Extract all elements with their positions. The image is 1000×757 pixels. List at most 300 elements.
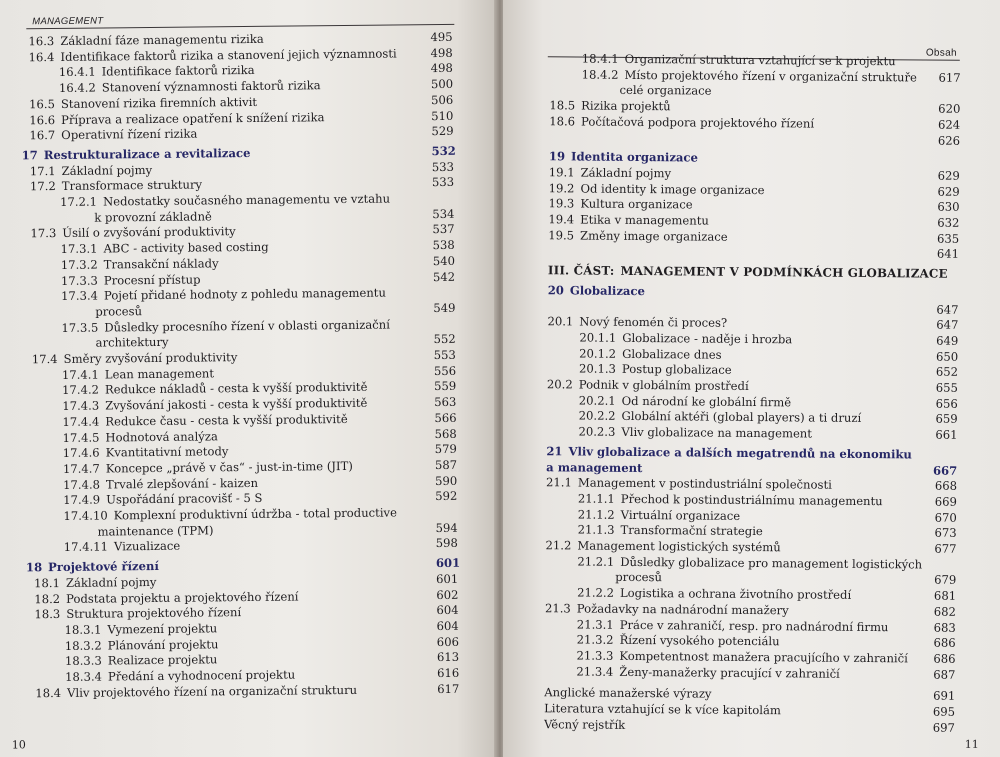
toc-entry-number: 20.1.3 (579, 361, 617, 377)
toc-entry (29, 95, 257, 111)
toc-chapter-heading (22, 146, 251, 162)
toc-entry-title: Přechod k postindustriálnímu managementu (620, 491, 883, 509)
toc-entry (577, 586, 851, 602)
toc-entry-title: Věcný rejstřík (543, 716, 626, 732)
toc-entry (65, 621, 218, 637)
toc-entry-title: Anglické manažerské výrazy (544, 685, 712, 701)
toc-entry-number: 16.4.2 (58, 80, 96, 96)
toc-entry (578, 523, 763, 539)
toc-entry-title: Transformační strategie (620, 523, 763, 539)
toc-entry-number: 21.2.2 (577, 585, 615, 600)
toc-page-number: 559 (434, 379, 457, 394)
toc-entry (549, 165, 671, 180)
toc-entry-title: architektury (95, 335, 169, 350)
toc-entry-title: ABC - activity based costing (103, 239, 269, 256)
toc-page-number: 498 (430, 61, 453, 76)
toc-entry-title: Identifikace faktorů rizika a stanovení jejich významnosti (60, 46, 397, 64)
toc-entry (545, 601, 789, 617)
toc-entry-title: Vliv projektového řízení na organizační strukturu (67, 682, 358, 700)
toc-entry-number: 17.4.5 (62, 430, 100, 445)
toc-entry-number: 17.4 (31, 351, 58, 367)
toc-page-number: 650 (935, 349, 959, 364)
toc-page-number: 617 (938, 70, 961, 85)
toc-entry-number: 18.3.3 (64, 653, 102, 669)
toc-entry-number: 20.2 (546, 377, 573, 392)
toc-entry (61, 286, 386, 303)
toc-entry (615, 570, 662, 584)
toc-entry-title: celé organizace (619, 83, 712, 99)
toc-entry-number: 21.1 (546, 475, 572, 490)
toc-page-number: 669 (934, 494, 957, 509)
toc-page-number: 529 (431, 124, 454, 139)
toc-entry-number: 21.3.1 (576, 616, 614, 632)
toc-entry-number: 21.1.1 (577, 491, 615, 506)
toc-entry-number: 21 (546, 444, 563, 459)
toc-entry-title: Plánování projektu (107, 636, 219, 653)
toc-entry (578, 425, 812, 441)
toc-entry (29, 110, 324, 127)
toc-entry-number: 18.3.1 (64, 622, 102, 637)
toc-entry-number: 20.1.2 (579, 346, 617, 361)
toc-entry-title: Vliv globalizace na management (621, 424, 813, 441)
toc-page-number: 534 (432, 206, 455, 221)
toc-page-number: 649 (936, 333, 959, 348)
toc-entry-title: Vliv globalizace a dalších megatrendů na ekonomiku (568, 444, 912, 462)
toc-page-number: 697 (932, 720, 956, 735)
toc-page-number: 624 (938, 117, 961, 132)
toc-page-number: 540 (432, 253, 455, 268)
toc-entry (61, 256, 219, 272)
toc-entry-number: 17.4.11 (63, 539, 109, 555)
toc-entry (61, 272, 201, 287)
toc-entry-number: 21.3.4 (576, 664, 614, 679)
toc-page-number: 590 (435, 473, 458, 488)
toc-entry (95, 304, 142, 318)
toc-page-number: 537 (432, 222, 455, 237)
toc-entry-title: Důsledky procesního řízení v oblasti organizační (104, 317, 390, 335)
toc-page-number: 686 (933, 635, 956, 650)
toc-entry (34, 589, 298, 606)
toc-chapter-heading (546, 444, 912, 461)
toc-chapter-heading (548, 283, 645, 298)
toc-page-number: 579 (434, 442, 457, 457)
toc-entry (582, 67, 917, 84)
toc-entry-number: 17.2 (29, 179, 56, 194)
toc-entry (63, 491, 262, 507)
toc-entry-title: Kultura organizace (580, 196, 693, 212)
toc-entry-title: procesů (615, 570, 663, 585)
toc-entry (62, 366, 214, 382)
toc-entry-title: Identifikace faktorů rizika (101, 63, 255, 79)
toc-page-number: 617 (437, 681, 460, 696)
toc-entry (59, 63, 255, 79)
toc-entry (62, 412, 347, 429)
toc-entry-number: 17.3.3 (60, 273, 98, 288)
toc-page-number: 498 (430, 45, 453, 60)
toc-entry (30, 163, 152, 178)
toc-entry-title: Komplexní produktivní údržba - total productive (113, 505, 397, 523)
toc-page-number: 682 (933, 604, 957, 619)
toc-page-number: 601 (436, 571, 459, 586)
toc-entry (582, 52, 896, 69)
running-head: MANAGEMENT (32, 15, 104, 28)
toc-entry-title: Globální aktéři (global players) a ti druzí (621, 409, 862, 426)
toc-entry-title: Pojetí přidané hodnoty z pohledu managementu (103, 285, 386, 303)
toc-entry-number: 17.3.2 (60, 257, 98, 272)
toc-entry-title: Zvyšování jakosti - cesta k vyšší produktivitě (105, 395, 368, 413)
toc-entry (30, 225, 235, 241)
toc-entry-number: 16.7 (29, 128, 56, 143)
toc-entry (544, 686, 711, 701)
toc-entry-title: Organizační struktura vztahující se k projektu (624, 51, 896, 69)
toc-entry-title: Etika v managementu (580, 212, 709, 228)
toc-page-number: 553 (433, 347, 456, 363)
toc-entry (29, 46, 397, 64)
toc-page-number: 549 (433, 300, 456, 315)
toc-page-number: 606 (436, 634, 459, 649)
toc-entry-title: Základní pojmy (65, 574, 157, 590)
toc-entry (579, 330, 792, 346)
toc-page-number: 668 (934, 478, 958, 493)
toc-page-number: 677 (934, 541, 957, 556)
toc-entry-number: 17.3.5 (61, 320, 99, 335)
toc-chapter-heading (26, 559, 159, 574)
toc-page-number: 667 (932, 463, 958, 478)
toc-entry-title: Podstata projektu a projektového řízení (66, 588, 299, 606)
toc-entry-number: 16.3 (28, 34, 55, 49)
toc-page-number: 592 (435, 489, 458, 504)
toc-entry-title: Realizace projektu (107, 652, 218, 668)
toc-entry (577, 648, 908, 665)
toc-page-number: 683 (933, 620, 956, 635)
toc-entry-number: 21.3.3 (576, 648, 614, 663)
toc-part-heading (548, 263, 948, 280)
toc-page-number: 604 (436, 603, 459, 618)
toc-entry-title: Projektové řízení (48, 559, 159, 575)
toc-entry-title: maintenance (TPM) (97, 523, 214, 539)
toc-entry (544, 701, 781, 717)
toc-entry-title: Hodnotová analýza (105, 428, 218, 445)
toc-entry-number: 18 (25, 560, 43, 575)
toc-page-number: 566 (434, 410, 457, 425)
toc-entry (579, 362, 732, 377)
toc-entry (30, 178, 202, 194)
toc-page-number: 670 (934, 510, 957, 525)
toc-entry-number: 16.4 (28, 49, 55, 64)
toc-page-number: 500 (430, 76, 454, 92)
toc-entry-title: Globalizace - naděje i hrozba (622, 330, 793, 347)
toc-page-number: 510 (431, 108, 454, 123)
toc-entry-number: 20 (547, 283, 564, 298)
toc-entry-number: 19.1 (548, 165, 575, 180)
toc-entry-title: Trvalé zlepšování - kaizen (105, 475, 259, 492)
toc-entry-number: 18.6 (549, 114, 576, 129)
toc-entry-number: 17.1 (29, 163, 56, 178)
toc-entry-number: 19.5 (548, 227, 575, 243)
toc-entry-title: Lean management (104, 366, 215, 382)
toc-page-number: 659 (935, 411, 958, 427)
toc-entry-number: 21.2.1 (577, 554, 615, 569)
toc-entry-number: 17.4.8 (63, 477, 101, 492)
toc-entry (62, 380, 367, 397)
toc-page-number: 632 (937, 215, 960, 230)
toc-entry-title: Restrukturalizace a revitalizace (43, 145, 251, 163)
toc-entry (576, 664, 840, 680)
toc-page-number: 587 (434, 457, 458, 472)
toc-entry (98, 523, 214, 538)
toc-page-number: 652 (935, 364, 959, 380)
toc-entry-number: 18.3.2 (64, 638, 102, 653)
toc-entry (96, 335, 169, 350)
toc-entry (32, 350, 238, 366)
toc-page-number: 629 (937, 184, 960, 199)
toc-entry (62, 396, 367, 413)
toc-entry-number: 17.3.1 (60, 241, 98, 257)
toc-entry (63, 476, 258, 492)
toc-entry-title: Identita organizace (571, 149, 698, 165)
toc-page-number: 594 (435, 520, 458, 535)
toc-entry-title: Management logistických systémů (577, 538, 781, 555)
toc-page-number: 533 (431, 175, 455, 190)
toc-chapter-heading (546, 460, 642, 475)
toc-entry-number: 18.4.2 (581, 67, 619, 82)
toc-entry-title: Předání a vyhodnocení projektu (107, 667, 296, 684)
toc-entry (548, 212, 709, 227)
toc-page-number: 626 (937, 133, 961, 148)
toc-entry-title: Procesní přístup (103, 271, 201, 288)
toc-entry-number: 18.4 (35, 685, 62, 700)
toc-page-number: 630 (937, 199, 960, 215)
toc-page-number: 681 (933, 588, 957, 603)
toc-entry-title: Struktura projektového řízení (66, 605, 242, 622)
toc-entry-title: Místo projektového řízení v organizační struktuře (624, 67, 917, 85)
toc-entry (61, 317, 390, 334)
toc-entry-title: Redukce nákladů - cesta k vyšší produktivitě (104, 380, 368, 397)
toc-entry (29, 127, 197, 143)
toc-entry-title: Nedostatky současného managementu ve vztahu (102, 191, 391, 209)
toc-entry-title: Základní pojmy (580, 165, 672, 181)
toc-entry-number: 21.1.3 (577, 522, 615, 538)
toc-entry (549, 181, 765, 197)
toc-entry-title: Směry zvyšování produktivity (63, 350, 238, 366)
toc-entry (60, 192, 390, 209)
toc-entry-title: Práce v zahraničí, resp. pro nadnárodní firmu (619, 617, 889, 634)
toc-entry (579, 346, 721, 361)
toc-entry (579, 393, 792, 409)
toc-entry-number: 21.2 (545, 538, 572, 553)
toc-entry-title: Příprava a realizace opatření k snížení rizika (61, 109, 325, 127)
toc-entry-number: 17.4.9 (63, 492, 101, 508)
toc-entry-number: 17.4.10 (63, 508, 108, 523)
toc-entry-number: 19.3 (548, 196, 575, 211)
toc-entry (545, 538, 780, 554)
toc-entry-number: 18.4.1 (581, 51, 619, 66)
toc-entry-title: Od národní ke globální firmě (621, 393, 792, 410)
toc-entry-number: 17.4.6 (62, 445, 100, 461)
toc-page-number: 635 (937, 231, 960, 246)
toc-entry-number: 20.1 (547, 314, 574, 329)
toc-entry (619, 83, 711, 98)
toc-entry-title: Požadavky na nadnárodní manažery (576, 601, 789, 618)
toc-page-number: 613 (436, 650, 460, 665)
toc-entry-title: Rizika projektů (581, 98, 671, 114)
toc-entry-title: Podnik v globálním prostředí (578, 377, 749, 393)
toc-entry-title: Transakční náklady (103, 256, 219, 272)
toc-entry (577, 633, 780, 649)
toc-page-number: 686 (933, 651, 956, 666)
toc-entry-number: 16.6 (29, 112, 56, 127)
toc-entry-number: 21.3 (544, 601, 571, 616)
toc-page-number: 641 (936, 247, 960, 262)
toc-page-number: 604 (436, 618, 459, 633)
page-number: 11 (964, 737, 979, 751)
toc-entry-title: Redukce času - cesta k vyšší produktivitě (105, 411, 348, 429)
toc-page-number: 602 (436, 587, 459, 602)
toc-page-number: 656 (935, 396, 958, 411)
toc-entry (64, 539, 181, 554)
toc-entry (65, 637, 219, 653)
left-page-content (0, 0, 497, 757)
toc-entry-title: Kompetentnost manažera pracujícího v zahraničí (619, 648, 908, 666)
toc-page-number: 616 (437, 665, 460, 681)
toc-entry (547, 314, 727, 330)
toc-entry-number: 16.5 (29, 96, 56, 112)
toc-entry-title: Operativní řízení rizika (61, 126, 198, 143)
toc-entry-title: k provozní základně (94, 209, 212, 225)
toc-entry (34, 575, 156, 590)
toc-entry-title: Základní fáze managementu rizika (60, 31, 264, 48)
toc-entry-title: Management v postindustriální společnosti (577, 475, 832, 492)
toc-entry-title: Základní pojmy (61, 162, 153, 178)
toc-entry-title: Řízení vysokého potenciálu (619, 633, 780, 649)
toc-page-number: 533 (431, 159, 455, 174)
toc-page-number: 563 (434, 394, 457, 410)
toc-entry (61, 240, 269, 256)
toc-entry-number: 19.4 (548, 212, 575, 227)
toc-entry-number: 18.5 (549, 98, 576, 113)
toc-entry-number: III. ČÁST: (547, 263, 615, 278)
toc-entry-title: Úsilí o zvyšování produktivity (62, 224, 236, 241)
toc-entry (549, 98, 670, 113)
toc-entry-title: Postup globalizace (621, 362, 732, 378)
toc-entry (63, 459, 353, 476)
toc-entry-title: Logistika a ochrana životního prostředí (619, 585, 852, 602)
toc-entry (35, 683, 357, 700)
toc-entry-number: 18.2 (34, 591, 61, 606)
toc-entry-title: Změny image organizace (580, 228, 728, 244)
toc-entry-number: 17 (21, 148, 38, 163)
toc-entry-title: Důsledky globalizace pro management logistických (620, 554, 923, 572)
toc-page-number: 542 (432, 269, 456, 284)
toc-entry (34, 605, 241, 621)
toc-entry-title: Nový fenomén či proces? (579, 314, 728, 330)
page-number: 10 (11, 738, 26, 752)
toc-entry-number: 18.1 (34, 575, 61, 591)
toc-entry-title: Uspořádání pracovišť - 5 S (106, 491, 263, 507)
toc-page-number: 552 (433, 332, 456, 347)
toc-page-number: 556 (433, 363, 457, 378)
toc-page-number: 495 (430, 29, 453, 45)
toc-page-number: 620 (938, 101, 961, 116)
toc-page-number: 647 (936, 302, 959, 317)
toc-chapter-heading (549, 149, 698, 164)
toc-entry-number: 18.3 (34, 607, 61, 622)
toc-entry (28, 32, 263, 48)
toc-entry-title: MANAGEMENT V PODMÍNKÁCH GLOBALIZACE (620, 263, 948, 281)
running-head: Obsah (925, 47, 957, 59)
toc-entry-title: Ženy-manažerky pracující v zahraničí (619, 664, 840, 681)
toc-page-number: 655 (935, 380, 958, 395)
toc-entry-title: a management (546, 459, 643, 475)
toc-entry (577, 554, 922, 571)
toc-entry (547, 377, 749, 393)
toc-page-number: 647 (936, 317, 959, 332)
toc-entry (59, 78, 321, 95)
left-page (0, 0, 497, 757)
toc-entry (63, 444, 229, 460)
toc-page-number: 695 (932, 704, 956, 719)
toc-entry (578, 491, 883, 508)
toc-entry-number: 16.4.1 (58, 64, 96, 80)
toc-entry (548, 197, 692, 212)
toc-page-number: 673 (934, 525, 957, 541)
toc-page-number: 691 (933, 688, 956, 704)
toc-entry-number: 18.3.4 (65, 669, 103, 684)
toc-entry (577, 617, 889, 634)
toc-entry-title: Virtuální organizace (620, 507, 741, 523)
toc-entry (65, 668, 295, 684)
toc-entry-title: Vizualizace (113, 539, 181, 554)
toc-entry-number: 20.2.1 (578, 393, 616, 408)
toc-page-number: 538 (432, 237, 455, 253)
toc-entry (65, 653, 218, 669)
toc-entry-number: 20.2.2 (578, 408, 616, 424)
toc-page-number: 629 (937, 168, 960, 183)
toc-entry-number: 17.2.1 (60, 194, 98, 209)
toc-entry (544, 717, 625, 732)
toc-entry-number: 17.4.1 (61, 367, 99, 382)
toc-entry (578, 507, 740, 522)
toc-page-number: 532 (431, 143, 456, 158)
toc-entry-title: Transformace struktury (61, 177, 203, 194)
toc-page-number: 506 (431, 92, 454, 107)
toc-page-number: 679 (934, 572, 957, 588)
toc-entry-number: 21.1.2 (577, 507, 615, 522)
toc-entry-title: Počítačová podpora projektového řízení (581, 114, 815, 131)
toc-entry (579, 409, 862, 425)
toc-entry-number: 19 (548, 149, 566, 164)
toc-entry-number: 17.4.7 (62, 461, 100, 476)
toc-entry-number: 17.4.3 (62, 398, 100, 414)
toc-entry-title: Stanovení rizika firemních aktivit (60, 94, 258, 111)
toc-entry-number: 21.3.2 (576, 632, 614, 647)
toc-entry-number: 17.3 (30, 226, 57, 241)
toc-entry-title: Od identity k image organizace (580, 181, 765, 197)
right-page-content (503, 0, 1000, 757)
toc-entry (549, 114, 814, 130)
toc-entry (548, 228, 728, 244)
toc-page-number: 601 (435, 555, 461, 571)
toc-entry (63, 505, 397, 522)
toc-entry (63, 429, 218, 445)
toc-entry-number: 17.4.2 (62, 382, 100, 398)
toc-page-number: 598 (435, 536, 458, 551)
toc-page-number: 568 (434, 426, 457, 441)
toc-entry-number: 17.4.4 (62, 414, 100, 429)
toc-entry-number: 17.3.4 (61, 288, 99, 304)
toc-entry (546, 475, 832, 491)
right-page (503, 0, 1000, 757)
